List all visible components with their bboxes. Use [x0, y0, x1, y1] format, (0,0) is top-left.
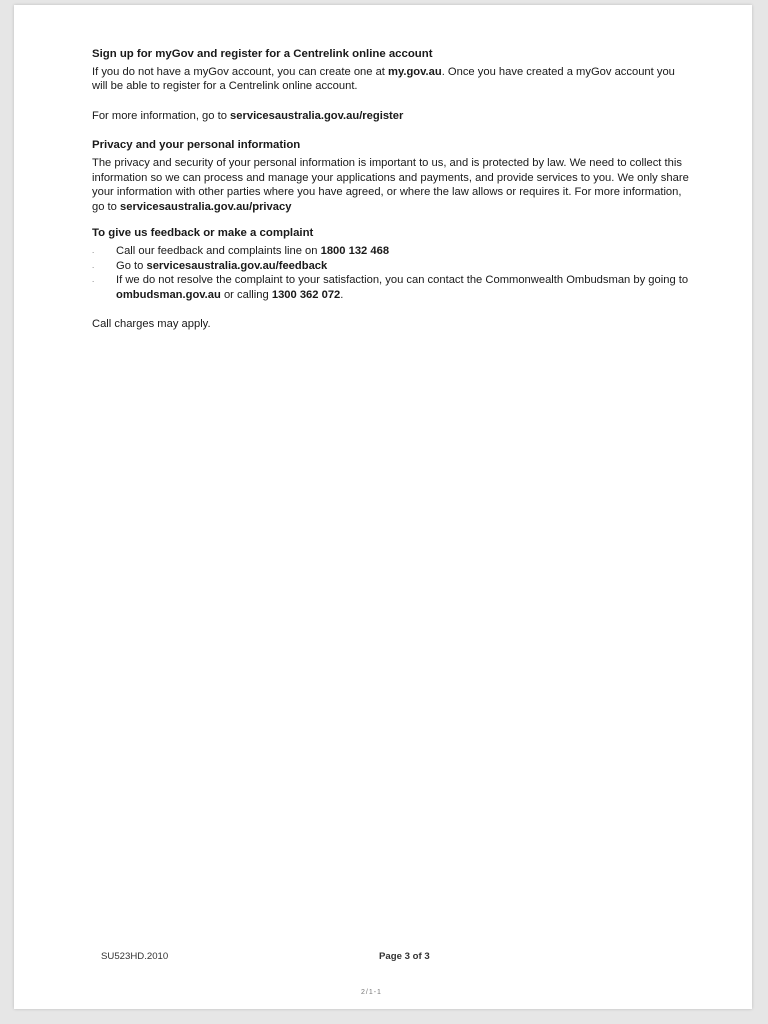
register-info-text: For more information, go to — [92, 109, 231, 122]
page-content — [92, 47, 692, 332]
list-item — [92, 259, 692, 274]
privacy-text: The privacy and security of your personal information is important to us, and is protected by law. We need to collect this information so we can process and manage your applications and payments, and provide services to you. We only share your information with other parties where you have agreed, or where the law allows or requires it. For more information, go to — [92, 156, 689, 213]
list-item — [92, 273, 692, 302]
signup-text-b: . Once you have created a myGov account you will be able to register for a Centrelink online account. — [92, 65, 675, 93]
page-number: Page 3 of 3 — [379, 951, 430, 962]
ombudsman-text-c: . — [340, 288, 344, 301]
ombudsman-text-b: or calling — [220, 288, 272, 301]
feedback-phone: 1800 132 468 — [320, 244, 390, 257]
feedback-heading: To give us feedback or make a complaint — [92, 227, 314, 240]
signup-heading: Sign up for myGov and register for a Centrelink online account — [92, 48, 433, 60]
feedback-call-text: Call our feedback and complaints line on — [116, 244, 321, 257]
ombudsman-phone: 1300 362 072 — [271, 288, 341, 301]
register-link[interactable]: servicesaustralia.gov.au/register — [230, 109, 404, 122]
mygov-link[interactable]: my.gov.au — [388, 65, 442, 78]
register-info-paragraph — [92, 109, 692, 124]
list-item — [92, 244, 692, 259]
call-charges-note: Call charges may apply. — [92, 318, 211, 331]
feedback-list — [92, 244, 692, 302]
privacy-paragraph — [92, 156, 692, 214]
ombudsman-text: If we do not resolve the complaint to your satisfaction, you can contact the Commonwealth Ombudsman by going to — [116, 274, 689, 287]
feedback-goto-text: Go to — [116, 259, 147, 272]
footer-mark: 2/1-1 — [361, 989, 382, 996]
ombudsman-link[interactable]: ombudsman.gov.au — [116, 288, 221, 301]
bullet-icon: . — [92, 275, 95, 285]
signup-text-a: If you do not have a myGov account, you can create one at — [92, 65, 389, 78]
form-code: SU523HD.2010 — [101, 951, 169, 962]
bullet-icon: . — [92, 245, 95, 255]
privacy-heading: Privacy and your personal information — [92, 139, 301, 152]
bullet-icon: . — [92, 260, 95, 270]
feedback-link[interactable]: servicesaustralia.gov.au/feedback — [146, 259, 328, 272]
signup-paragraph — [92, 65, 692, 94]
privacy-link[interactable]: servicesaustralia.gov.au/privacy — [120, 200, 292, 213]
document-page — [14, 5, 752, 1009]
